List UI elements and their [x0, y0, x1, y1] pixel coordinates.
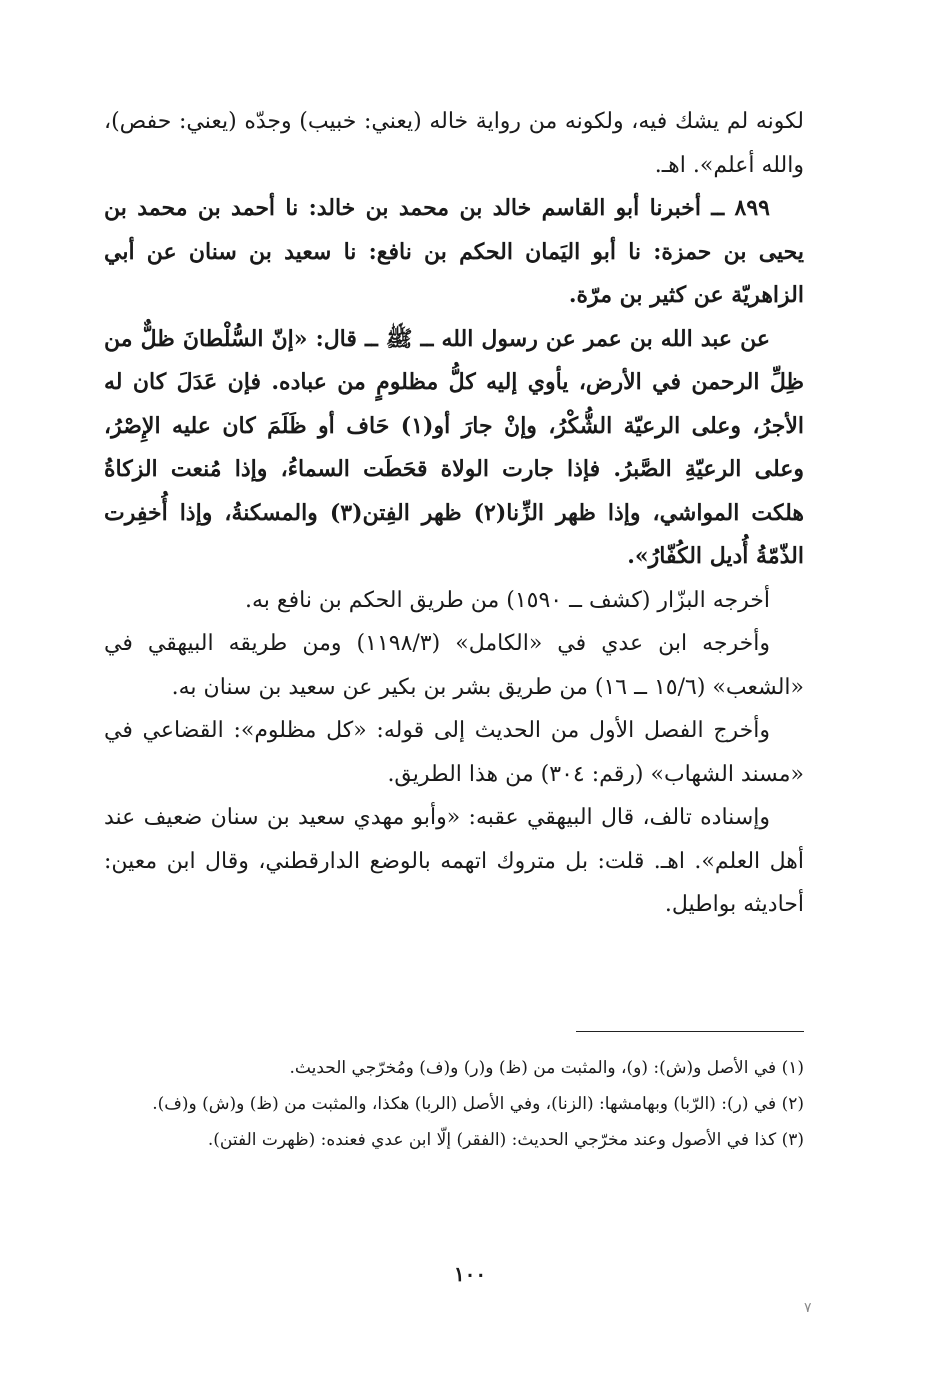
paragraph-continuation: لكونه لم يشك فيه، ولكونه من رواية خاله (يعني: خبيب) وجدّه (يعني: حفص)، والله أعلم». اهـ.	[104, 109, 804, 178]
footnote-1: (١) في الأصل و(ش): (و)، والمثبت من (ظ) و(ر) و(ف) ومُخرّجي الحديث.	[289, 1058, 804, 1078]
signature-mark: ٧	[804, 1300, 812, 1316]
hadith-isnad-899: ٨٩٩ ــ أخبرنا أبو القاسم خالد بن محمد بن خالد: نا أحمد بن محمد بن يحيى بن حمزة: نا أبو اليَمان الحكم بن نافع: نا سعيد بن سنان عن أبي الزاهريّة عن كثير بن مرّة.	[104, 195, 804, 308]
footnote-3: (٣) كذا في الأصول وعند مخرّجي الحديث: (الفقر) إلّا ابن عدي فعنده: (ظهرت الفتن).	[207, 1130, 804, 1150]
footnotes	[104, 1050, 804, 1158]
takhrij-bazzar: أخرجه البزّار (كشف ــ ١٥٩٠) من طريق الحكم بن نافع به.	[244, 587, 770, 613]
hadith-matn: عن عبد الله بن عمر عن رسول الله ــ ﷺ ــ قال: «إنّ السُّلْطانَ ظلٌّ من ظِلِّ الرحمن في الأرض، يأوي إليه كلُّ مظلومٍ من عباده. فإن عَدَلَ كان له الأجرُ، وعلى الرعيّة الشُّكْرُ، وإنْ جارَ أو(١) حَاف أو ظَلَمَ كان عليه الإِصْرُ، وعلى الرعيّةِ الصَّبرُ. فإذا جارت الولاة قحَطَت السماءُ، وإذا مُنعت الزكاةُ هلكت المواشي، وإذا ظهر الزِّنا(٢) ظهر الفِتن(٣) والمسكنةُ، وإذا أُخفِرت الذّمّةُ أُديل الكُفّارُ».	[104, 325, 804, 569]
footnote-divider	[576, 1031, 804, 1032]
main-text	[104, 100, 804, 927]
footnote-2: (٢) في (ر): (الرّبا) وبهامشها: (الزنا)، وفي الأصل (الربا) هكذا، والمثبت من (ظ) و(ش) و(ف).	[152, 1094, 804, 1114]
takhrij-ibn-adi: وأخرجه ابن عدي في «الكامل» (١١٩٨/٣) ومن طريقه البيهقي في «الشعب» (١٥/٦ ــ ١٦) من طريق بشر بن بكير عن سعيد بن سنان به.	[104, 631, 804, 700]
takhrij-qudai: وأخرج الفصل الأول من الحديث إلى قوله: «كل مظلوم»: القضاعي في «مسند الشهاب» (رقم: ٣٠٤) من هذا الطريق.	[104, 718, 804, 787]
page-number: ١٠٠	[453, 1262, 487, 1286]
isnad-judgement: وإسناده تالف، قال البيهقي عقبه: «وأبو مهدي سعيد بن سنان ضعيف عند أهل العلم». اهـ. قلت: بل متروك اتهمه بالوضع الدارقطني، وقال ابن معين: أحاديثه بواطيل.	[104, 805, 804, 917]
